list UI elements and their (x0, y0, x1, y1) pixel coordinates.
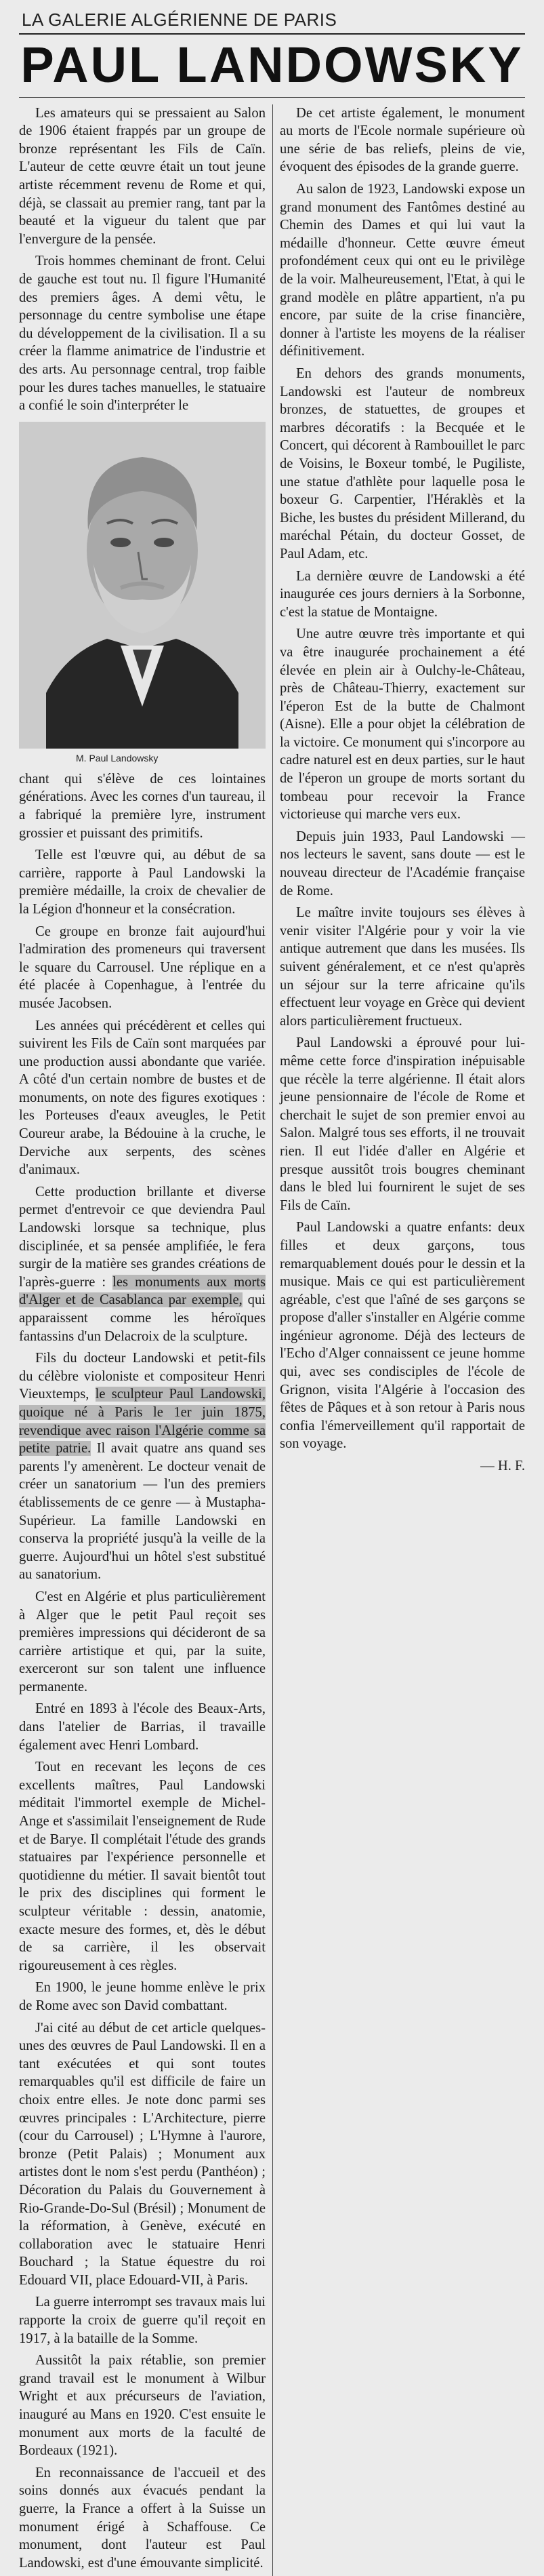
paragraph: En dehors des grands monuments, Landowski est l'auteur de nombreux bronzes, de statuettes, de groupes et marbres décoratifs : la Becquée et le Concert, qui décorent à Rambouillet le parc de Voisins, le Boxeur tombé, le Pugiliste, une statue d'athlète pour laquelle posa le boxeur G. Carpentier, l'Héraklès et la Biche, les bustes du président Millerand, du maréchal Pétain, du docteur Gosset, de Paul Adam, etc. (280, 366, 525, 561)
highlighted-text: les monuments aux morts d'Alger et de Casablanca par exemple, (19, 1274, 266, 1308)
paragraph: Une autre œuvre très importante et qui va être inaugurée prochainement a été élevée en plein air à Oulchy-le-Château, près de Château-Thierry, exactement sur l'éperon Est de la butte de Chalmont (Aisne). Elle a pour objet la célébration de la victoire. Ce monument qui s'incorpore au cadre naturel est en deux parties, sur le haut de l'éperon un groupe de morts sortant du tombeau pour recevoir la France victorieuse qui marche vers eux. (280, 627, 525, 823)
text-run: qui apparaissent comme les héroïques fantassins d'un Delacroix de la sculpture. (19, 1292, 266, 1344)
paragraph: Aussitôt la paix rétablie, son premier grand travail est le monument à Wilbur Wright et aux précurseurs de l'aviation, inauguré au Mans en 1920. C'est ensuite le monument aux morts de la faculté de Bordeaux (1921). (19, 2353, 266, 2459)
photo-caption: M. Paul Landowsky (76, 752, 159, 764)
paragraph: De cet artiste également, le monument au morts de l'Ecole normale supérieure où une série de bas reliefs, pleins de vie, évoquent des épisodes de la grande guerre. (280, 105, 525, 175)
column-divider (272, 104, 273, 2576)
paragraph: Les amateurs qui se pressaient au Salon de 1906 étaient frappés par un groupe de bronze représentant les Fils de Caïn. L'auteur de cette œuvre était un tout jeune artiste récemment revenu de Rome et qui, déjà, se classait au premier rang, tant par la beauté et la vigueur du talent que par l'envergure de la pensée. (19, 105, 266, 247)
highlighted-text: le sculpteur Paul Landowski, quoique né à Paris le 1er juin 1875, revendique avec raison l'Algérie comme sa petite patrie. (19, 1387, 266, 1457)
article-columns (19, 104, 525, 2576)
left-column (19, 104, 266, 2576)
paragraph: La dernière œuvre de Landowski a été inaugurée ces jours derniers à la Sorbonne, c'est la statue de Montaigne. (280, 568, 525, 620)
title-rule (19, 97, 525, 98)
paragraph (19, 1349, 266, 1584)
top-rule (19, 33, 525, 35)
paragraph: En 1900, le jeune homme enlève le prix de Rome avec son David combattant. (19, 1980, 266, 2013)
paragraph (19, 1183, 266, 1345)
section-rubric: LA GALERIE ALGÉRIENNE DE PARIS (22, 9, 337, 30)
paragraph: Depuis juin 1933, Paul Landowski — nos lecteurs le savent, sans doute — est le nouveau directeur de l'Académie française de Rome. (280, 829, 525, 898)
paragraph: C'est en Algérie et plus particulièrement à Alger que le petit Paul reçoit ses premières impressions qui décideront de sa carrière artistique et qui, par la suite, exerceront sur son talent une influence permanente. (19, 1589, 266, 1695)
text-run: Il avait quatre ans quand ses parents l'y amenèrent. Le docteur venait de créer un sanatorium — l'un des premiers établissements de ce genre — à Mustapha-Supérieur. La famille Landowski en conserva la propriété jusqu'à la veille de la guerre. Aujourd'hui un hôtel s'est substitué au sanatorium. (19, 1441, 266, 1583)
paragraph: J'ai cité au début de cet article quelques-unes des œuvres de Paul Landowski. Il en a tant exécutées et qui sont toutes remarquables qu'il est difficile de faire un choix entre elles. Je note donc parmi ses œuvres principales : L'Architecture, pierre (cour du Carrousel) ; L'Hymne à l'aurore, bronze (Petit Palais) ; Monument aux artistes dont le nom s'est perdu (Panthéon) ; Décoration du Palais du Gouvernement à Rio-Grande-Do-Sul (Brésil) ; Monument de la réformation, à Genève, exécuté en collaboration avec le statuaire Henri Bouchard ; la Statue équestre du roi Edouard VII, place Edouard-VII, à Paris. (19, 2020, 266, 2288)
paragraph: chant qui s'élève de ces lointaines générations. Avec les cornes d'un taureau, il a fabriqué la première lyre, instrument grossier et puissant des primitifs. (19, 771, 266, 841)
paragraph: Entré en 1893 à l'école des Beaux-Arts, dans l'atelier de Barrias, il travaille également avec Henri Lombard. (19, 1701, 266, 1753)
portrait-photo (19, 422, 266, 749)
paragraph: Paul Landowski a quatre enfants: deux filles et deux garçons, tous remarquablement doués pour le dessin et la musique. Mais ce qui est particulièrement agréable, c'est que l'aîné de ses garçons se propose d'aller s'installer en Algérie comme ingénieur agronome. Déjà des lecteurs de l'Echo d'Alger connaissent ce jeune homme qui, avec ses condisciples de l'école de Grignon, visita l'Algérie à l'occasion des fêtes de Pâques et à son retour à Paris nous confia l'émerveillement qu'il rapportait de son voyage. (280, 1220, 525, 1452)
paragraph: Trois hommes cheminant de front. Celui de gauche est tout nu. Il figure l'Humanité des premiers âges. A demi vêtu, le personnage du centre symbolise une étape du développement de la civilisation. Il a su créer la flamme animatrice de l'industrie et des arts. Au personnage central, trop faible pour les dures taches manuelles, le statuaire a confié le soin d'interpréter le (19, 254, 266, 414)
portrait-figure (19, 422, 266, 764)
article-title: PAUL LANDOWSKY (20, 37, 524, 93)
paragraph: Au salon de 1923, Landowski expose un grand monument des Fantômes destiné au Chemin des Dames et qui lui vaut la médaille d'honneur. Cette œuvre émeut profondément ceux qui ont eu le privilège de la voir. Malheureusement, l'Etat, à qui le grand modèle en plâtre appartient, n'a pu encore, par suite de la crise financière, donner à l'artiste les moyens de la réaliser définitivement. (280, 182, 525, 359)
text-run: Fils du docteur Landowski et petit-fils du célèbre violoniste et compositeur Henri Vieuxtemps, (19, 1351, 266, 1402)
paragraph: Telle est l'œuvre qui, au début de sa carrière, rapporte à Paul Landowski la première médaille, la croix de chevalier de la Légion d'honneur et la consécration. (19, 848, 266, 917)
text-run: Cette production brillante et diverse permet d'entrevoir ce que deviendra Paul Landowski lorsque sa technique, plus disciplinée, et sa pensée amplifiée, le fera surgir de la matière ses grandes créations de l'après-guerre : (19, 1184, 266, 1290)
paragraph: La guerre interrompt ses travaux mais lui rapporte la croix de guerre qu'il reçoit en 1917, à la bataille de la Somme. (19, 2295, 266, 2346)
right-column (280, 104, 525, 1480)
paragraph: Tout en recevant les leçons de ces excellents maîtres, Paul Landowski méditait l'immortel exemple de Michel-Ange et s'assimilait l'enseignement de Rude et de Barye. Il complétait l'étude des grands statuaires par l'expérience personnelle et quotidienne du métier. Il savait bientôt tout le prix des disciplines qui forment le sculpteur véritable : dessin, anatomie, exacte mesure des formes, et, dès le début de sa carrière, il les observait rigoureusement à ces règles. (19, 1760, 266, 1973)
paragraph: Le maître invite toujours ses élèves à venir visiter l'Algérie pour y voir la vie antique autrement que dans les musées. Ils suivent généralement, et ce n'est qu'après un séjour sur la terre africaine qu'ils effectuent leur voyage en Grèce qui devient alors particulièrement fructueux. (280, 905, 525, 1029)
paragraph: Les années qui précédèrent et celles qui suivirent les Fils de Caïn sont marquées par une production aussi abondante que variée. A côté d'un certain nombre de bustes et de monuments, on note des figures exotiques : les Porteuses d'eaux aveugles, le Petit Coureur arabe, la Bédouine à la cruche, le Derviche aux serpents, des scènes d'animaux. (19, 1018, 266, 1178)
author-signature: — H. F. (480, 1459, 525, 1474)
paragraph: Paul Landowski a éprouvé pour lui-même cette force d'inspiration inépuisable que récèle la terre algérienne. Il était alors jeune pensionnaire de l'école de Rome et cherchait le sujet de son premier envoi au Salon. Malgré tous ses efforts, il ne trouvait rien. Il eut l'idée d'aller en Algérie et presque aussitôt trois bougres cheminant dans le bled lui fournirent le sujet de ses Fils de Caïn. (280, 1035, 525, 1213)
paragraph: Ce groupe en bronze fait aujourd'hui l'admiration des promeneurs qui traversent le square du Carrousel. Une réplique en a été placée à Copenhague, à l'entrée du musée Jacobsen. (19, 924, 266, 1011)
paragraph: En reconnaissance de l'accueil et des soins donnés aux évacués pendant la guerre, la France a offert à la Suisse un monument érigé à Schaffouse. Ce monument, dont l'auteur est Paul Landowski, est d'une émouvante simplicité. (19, 2465, 266, 2571)
